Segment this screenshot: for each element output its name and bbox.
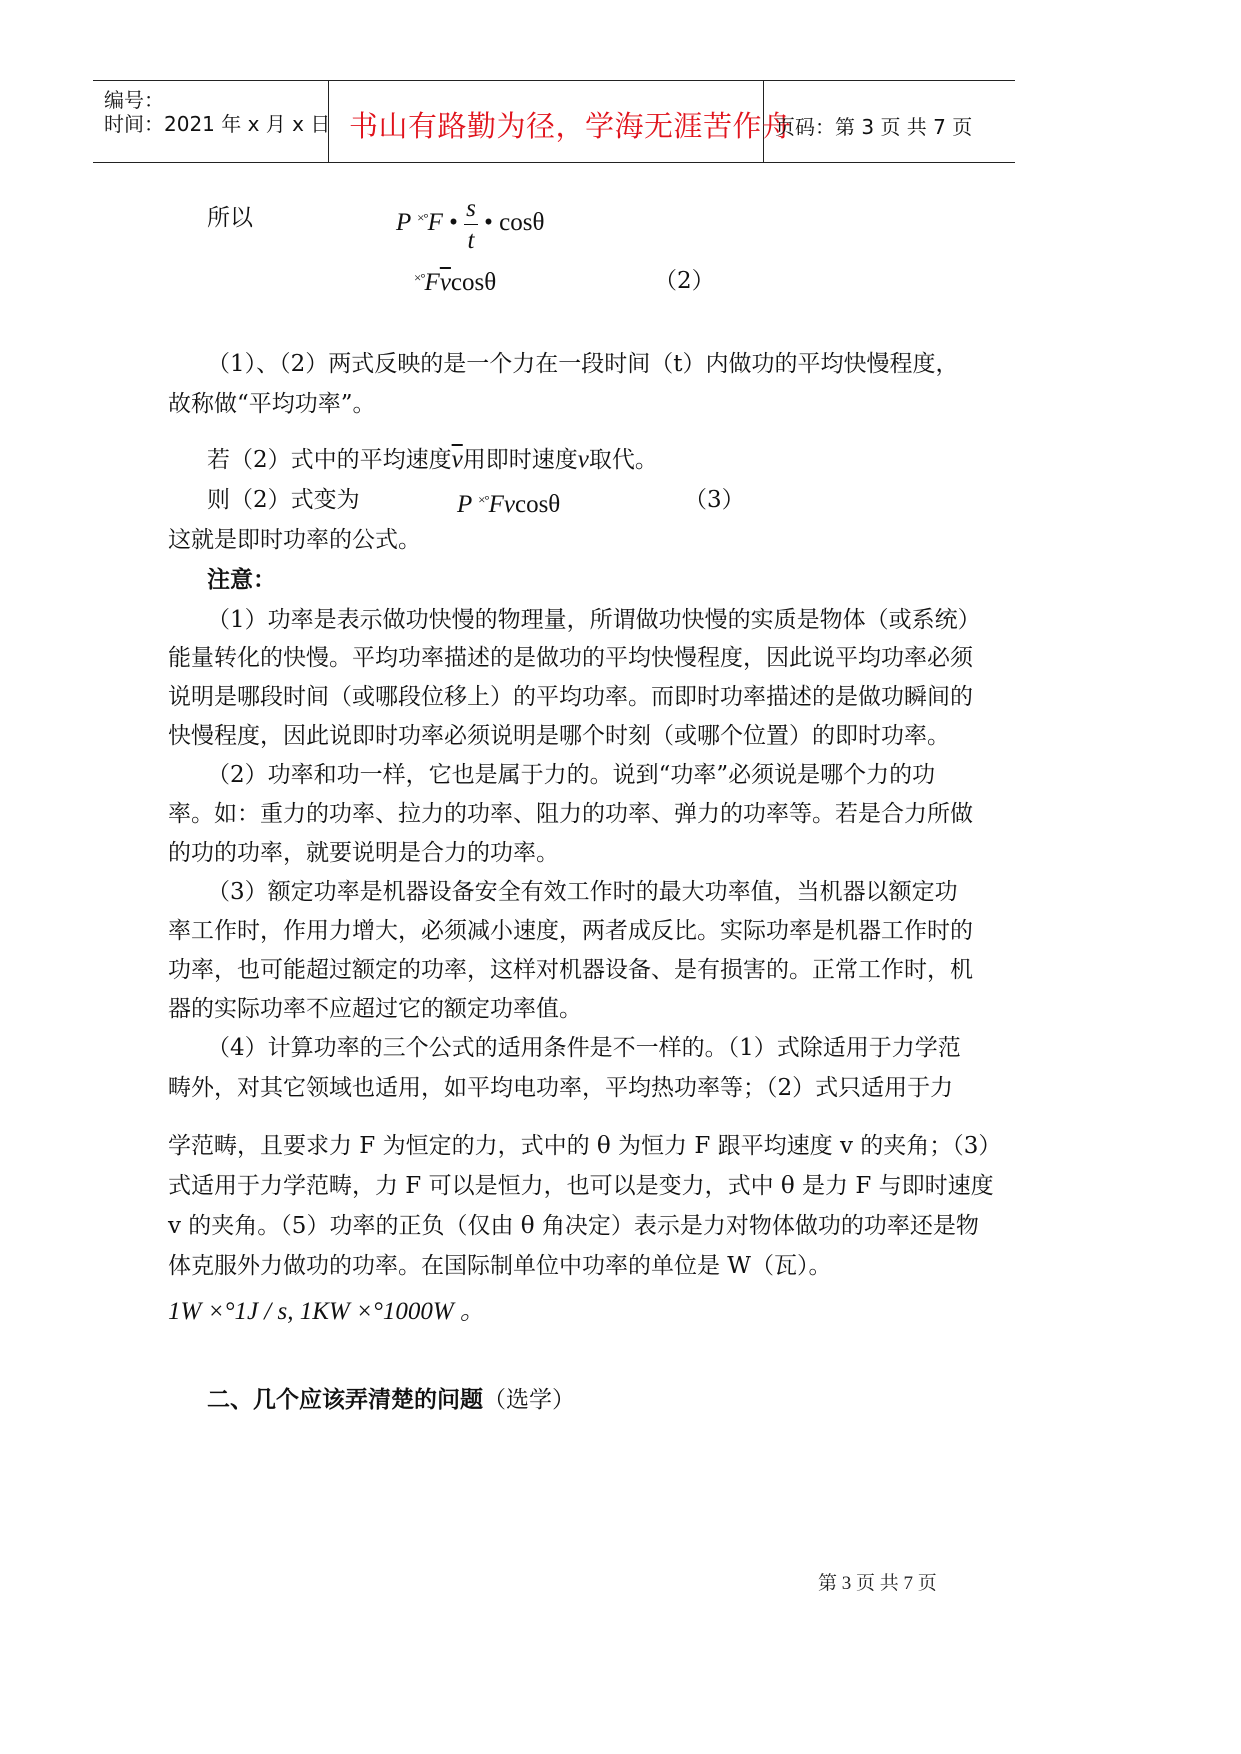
note-4-line-4: 式适用于力学范畴，力 F 可以是恒力，也可以是变力，式中 θ 是力 F 与即时速度 (168, 1173, 994, 1199)
note-3-line-2: 率工作时，作用力增大，必须减小速度，两者成反比。实际功率是机器工作时的 (168, 918, 973, 944)
note-2-line-2: 率。如：重力的功率、拉力的功率、阻力的功率、弹力的功率等。若是合力所做 (168, 801, 973, 827)
eq3-force-velocity: Fv (488, 491, 515, 518)
paragraph-1-line-2: 故称做“平均功率”。 (168, 391, 376, 417)
note-1-line-3: 说明是哪段时间（或哪段位移上）的平均功率。而即时功率描述的是做功瞬间的 (168, 684, 973, 710)
paragraph-2 (207, 438, 658, 482)
note-4-line-5: v 的夹角。（5）功率的正负（仅由 θ 角决定）表示是力对物体做功的功率还是物 (168, 1213, 979, 1239)
eq1-dot-2: • (484, 209, 493, 236)
paragraph-2-velocity: v (577, 446, 589, 473)
section-title: 二、几个应该弄清楚的问题 (207, 1387, 483, 1413)
eq2-cos-theta: cosθ (450, 269, 497, 296)
note-3-line-3: 功率，也可能超过额定的功率，这样对机器设备、是有损害的。正常工作时，机 (168, 957, 973, 983)
note-4-line-6: 体克服外力做功的功率。在国际制单位中功率的单位是 W（瓦）。 (168, 1253, 832, 1279)
note-2-line-1: （2）功率和功一样，它也是属于力的。说到“功率”必须说是哪个力的功 (207, 762, 936, 788)
header-top-rule (93, 80, 1015, 81)
note-1-line-4: 快慢程度，因此说即时功率必须说明是哪个时刻（或哪个位置）的即时功率。 (168, 723, 950, 749)
paragraph-4: 这就是即时功率的公式。 (168, 527, 421, 553)
header-page-label: 页码：第 3 页 共 7 页 (775, 115, 973, 139)
eq1-cos-theta: cosθ (499, 209, 545, 236)
equation-intro-word: 所以 (207, 205, 253, 231)
eq3-power-symbol: P (457, 491, 472, 518)
eq1-fraction-denominator: t (467, 226, 475, 254)
eq2-average-velocity: $\overline{v}$ (439, 269, 451, 296)
equation-3-number: （3） (684, 487, 745, 513)
page-footer: 第 3 页 共 7 页 (818, 1573, 937, 1594)
doc-number-label: 编号： (104, 88, 164, 112)
section-heading (207, 1378, 575, 1422)
equation-3 (457, 478, 560, 527)
header-motto: 书山有路勤为径，学海无涯苦作舟 (349, 109, 792, 143)
equation-2-number: （2） (654, 268, 715, 294)
note-4-line-3: 学范畴，且要求力 F 为恒定的力，式中的 θ 为恒力 F 跟平均速度 v 的夹角；（3） (168, 1133, 1002, 1159)
note-title: 注意： (207, 567, 276, 593)
units-line: 1W ×°1J / s, 1KW ×°1000W 。 (168, 1298, 485, 1325)
equation-2 (414, 258, 496, 303)
eq1-fraction-numerator: s (464, 196, 478, 225)
eq2-relation-mark: ×° (414, 270, 425, 285)
note-3-line-4: 器的实际功率不应超过它的额定功率值。 (168, 996, 582, 1022)
equation-1 (396, 190, 544, 253)
eq3-relation-mark: ×° (478, 492, 489, 507)
eq1-force-symbol: F (427, 209, 443, 236)
eq1-dot: • (449, 209, 458, 236)
note-1-line-1: （1）功率是表示做功快慢的物理量，所谓做功快慢的实质是物体（或系统） (207, 607, 981, 633)
doc-time-label: 时间：2021 年 x 月 x 日 (104, 112, 331, 136)
paragraph-3-text: 则（2）式变为 (207, 487, 360, 513)
paragraph-1-line-1: （1）、（2）两式反映的是一个力在一段时间（t）内做功的平均快慢程度， (207, 351, 959, 377)
eq3-cos-theta: cosθ (514, 491, 561, 518)
paragraph-2-text-c: 取代。 (588, 447, 658, 473)
note-4-line-1: （4）计算功率的三个公式的适用条件是不一样的。（1）式除适用于力学范 (207, 1035, 961, 1061)
paragraph-2-text-a: 若（2）式中的平均速度 (207, 447, 452, 473)
note-4-line-2: 畴外，对其它领域也适用，如平均电功率，平均热功率等；（2）式只适用于力 (168, 1075, 954, 1101)
paragraph-2-average-velocity: $\overline{v}$ (451, 446, 463, 473)
eq1-power-symbol: P (396, 209, 411, 236)
eq1-relation-mark: ×° (417, 210, 428, 225)
note-2-line-3: 的功的功率，就要说明是合力的功率。 (168, 840, 559, 866)
header-bottom-rule (93, 162, 1015, 163)
paragraph-2-text-b: 用即时速度 (462, 447, 578, 473)
note-1-line-2: 能量转化的快慢。平均功率描述的是做功的平均快慢程度，因此说平均功率必须 (168, 645, 973, 671)
section-note: （选学） (483, 1387, 575, 1413)
eq1-fraction (464, 196, 478, 253)
note-3-line-1: （3）额定功率是机器设备安全有效工作时的最大功率值，当机器以额定功 (207, 879, 958, 905)
eq2-force-symbol: F (424, 269, 440, 296)
